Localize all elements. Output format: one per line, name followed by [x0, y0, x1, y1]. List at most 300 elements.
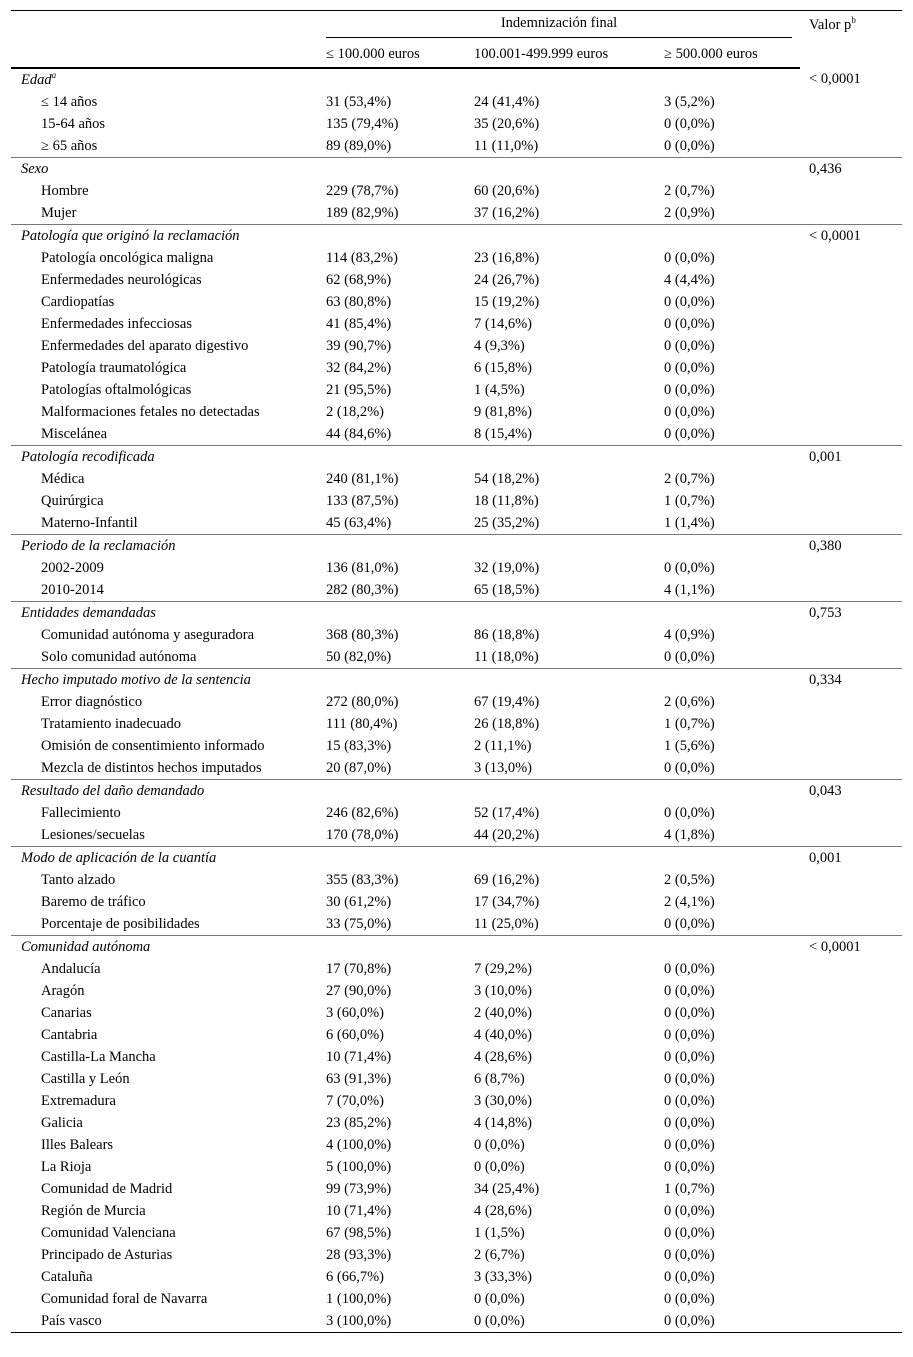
row-value-col1: 63 (91,3%) [326, 1070, 392, 1087]
table-row [11, 869, 902, 891]
table-header [11, 11, 902, 69]
section-label-cell [11, 669, 316, 692]
row-value-col3: 2 (4,1%) [664, 893, 715, 910]
section-pvalue: 0,001 [800, 847, 902, 870]
row-value-col3: 1 (0,7%) [664, 1180, 715, 1197]
table-container [11, 10, 902, 1333]
row-value-col2: 4 (9,3%) [474, 337, 525, 354]
row-value-col2: 2 (11,1%) [474, 737, 532, 754]
row-pvalue-empty [800, 1090, 902, 1112]
row-value-col3: 0 (0,0%) [664, 1114, 715, 1131]
row-value-col2: 3 (30,0%) [474, 1092, 532, 1109]
section-label: Entidades demandadas [21, 604, 156, 621]
row-value-col2: 37 (16,2%) [474, 204, 540, 221]
section-row [11, 225, 902, 248]
section-empty-cell [463, 68, 653, 91]
row-pvalue-empty [800, 113, 902, 135]
table-row [11, 202, 902, 225]
table-row [11, 468, 902, 490]
row-label: ≥ 65 años [41, 137, 98, 154]
row-value-col2: 4 (14,8%) [474, 1114, 532, 1131]
row-value-col3: 0 (0,0%) [664, 559, 715, 576]
row-pvalue-empty [800, 468, 902, 490]
row-value-col2: 0 (0,0%) [474, 1158, 525, 1175]
row-value-col1: 31 (53,4%) [326, 93, 392, 110]
row-label: Porcentaje de posibilidades [41, 915, 200, 932]
section-empty-cell [463, 446, 653, 469]
section-empty-cell [316, 158, 463, 181]
row-label: Cantabria [41, 1026, 98, 1043]
row-label: Andalucía [41, 960, 101, 977]
row-value-col3: 2 (0,9%) [664, 204, 715, 221]
section-label: Resultado del daño demandado [21, 782, 205, 799]
row-value-col2: 6 (15,8%) [474, 359, 532, 376]
row-pvalue-empty [800, 313, 902, 335]
row-value-col1: 229 (78,7%) [326, 182, 399, 199]
row-value-col1: 135 (79,4%) [326, 115, 399, 132]
section-pvalue: < 0,0001 [809, 71, 861, 87]
row-pvalue-empty [800, 401, 902, 423]
section-label: Periodo de la reclamación [21, 537, 176, 554]
row-value-col2: 52 (17,4%) [474, 804, 540, 821]
row-value-col3: 2 (0,5%) [664, 871, 715, 888]
row-value-col1: 45 (63,4%) [326, 514, 392, 531]
section-empty-cell [653, 669, 800, 692]
section-empty-cell [463, 936, 653, 959]
section-empty-cell [463, 669, 653, 692]
row-label: Cataluña [41, 1268, 93, 1285]
table-row [11, 135, 902, 158]
row-pvalue-empty [800, 1046, 902, 1068]
row-value-col2: 7 (14,6%) [474, 315, 532, 332]
row-value-col1: 3 (60,0%) [326, 1004, 384, 1021]
row-value-col1: 28 (93,3%) [326, 1246, 392, 1263]
row-value-col1: 368 (80,3%) [326, 626, 399, 643]
section-label-cell [11, 158, 316, 181]
section-empty-cell [316, 847, 463, 870]
row-label: Patología oncológica maligna [41, 249, 214, 266]
row-value-col2: 69 (16,2%) [474, 871, 540, 888]
section-empty-cell [316, 936, 463, 959]
table-row [11, 735, 902, 757]
row-pvalue-empty [800, 980, 902, 1002]
row-value-col2: 11 (18,0%) [474, 648, 539, 665]
row-pvalue-empty [800, 1178, 902, 1200]
row-label: Enfermedades del aparato digestivo [41, 337, 249, 354]
row-value-col3: 0 (0,0%) [664, 1092, 715, 1109]
row-value-col2: 18 (11,8%) [474, 492, 539, 509]
section-pvalue: 0,001 [800, 446, 902, 469]
row-value-col1: 272 (80,0%) [326, 693, 399, 710]
section-row [11, 446, 902, 469]
section-label: Modo de aplicación de la cuantía [21, 849, 217, 866]
section-empty-cell [653, 780, 800, 803]
row-value-col3: 0 (0,0%) [664, 137, 715, 154]
section-label-cell [11, 602, 316, 625]
row-label: Omisión de consentimiento informado [41, 737, 265, 754]
section-empty-cell [316, 535, 463, 558]
table-row [11, 291, 902, 313]
section-empty-cell [653, 158, 800, 181]
row-value-col2: 86 (18,8%) [474, 626, 540, 643]
row-value-col2: 3 (10,0%) [474, 982, 532, 999]
row-value-col2: 3 (33,3%) [474, 1268, 532, 1285]
section-label-cell [11, 535, 316, 558]
table-row [11, 1288, 902, 1310]
row-label: País vasco [11, 1310, 316, 1333]
row-label: Mezcla de distintos hechos imputados [41, 759, 262, 776]
section-label: Sexo [21, 160, 49, 177]
row-value-col3: 0 (0,0%) [664, 337, 715, 354]
section-pvalue: 0,043 [800, 780, 902, 803]
row-pvalue-empty [800, 291, 902, 313]
table-row [11, 1310, 902, 1333]
row-value-col2: 32 (19,0%) [474, 559, 540, 576]
section-row [11, 602, 902, 625]
row-value-col1: 27 (90,0%) [326, 982, 392, 999]
row-value-col1: 2 (18,2%) [326, 403, 384, 420]
row-value-col3: 0 (0,0%) [664, 1246, 715, 1263]
row-label: Médica [41, 470, 85, 487]
section-empty-cell [653, 535, 800, 558]
table-row [11, 1134, 902, 1156]
row-pvalue-empty [800, 624, 902, 646]
row-label: Galicia [41, 1114, 83, 1131]
row-label: Hombre [41, 182, 89, 199]
row-pvalue-empty [800, 357, 902, 379]
row-label: Principado de Asturias [41, 1246, 173, 1263]
row-label: 2002-2009 [41, 559, 104, 576]
row-pvalue-empty [800, 1266, 902, 1288]
table-row [11, 1002, 902, 1024]
section-empty-cell [316, 446, 463, 469]
row-value-col2: 26 (18,8%) [474, 715, 540, 732]
section-row [11, 936, 902, 959]
table-row [11, 1046, 902, 1068]
row-label: ≤ 14 años [41, 93, 98, 110]
row-value-col1: 63 (80,8%) [326, 293, 392, 310]
section-empty-cell [653, 225, 800, 248]
data-table [11, 10, 902, 1333]
row-value-col1: 67 (98,5%) [326, 1224, 392, 1241]
row-pvalue-empty [800, 646, 902, 669]
row-value-col2: 1 (1,5%) [474, 1224, 525, 1241]
table-row [11, 113, 902, 135]
row-value-col3: 0 (0,0%) [664, 1004, 715, 1021]
section-label: Patología recodificada [21, 448, 155, 465]
row-value-col1: 21 (95,5%) [326, 381, 392, 398]
row-label: Fallecimiento [41, 804, 121, 821]
row-value-col2: 7 (29,2%) [474, 960, 532, 977]
row-value-col3: 1 (0,7%) [664, 715, 715, 732]
pvalue-header-footnote: b [851, 15, 856, 26]
row-label: Miscelánea [41, 425, 108, 442]
row-value-col2: 3 (13,0%) [474, 759, 532, 776]
row-value-col2: 24 (26,7%) [474, 271, 540, 288]
row-label: Lesiones/secuelas [41, 826, 145, 843]
row-value-col1: 282 (80,3%) [326, 581, 399, 598]
row-value-col3: 4 (1,8%) [664, 826, 715, 843]
row-value-col1: 50 (82,0%) [326, 648, 392, 665]
section-empty-cell [463, 847, 653, 870]
row-label: Comunidad Valenciana [41, 1224, 176, 1241]
section-empty-cell [316, 780, 463, 803]
row-value-col2: 4 (28,6%) [474, 1048, 532, 1065]
row-pvalue-empty [800, 1134, 902, 1156]
row-value-col2: 15 (19,2%) [474, 293, 540, 310]
row-label: Comunidad foral de Navarra [41, 1290, 208, 1307]
row-value-col3: 0 (0,0%) [664, 1158, 715, 1175]
section-row [11, 68, 902, 91]
section-label-cell [11, 446, 316, 469]
row-value-col3: 1 (5,6%) [664, 737, 715, 754]
table-row [11, 401, 902, 423]
row-value-col1: 20 (87,0%) [326, 759, 392, 776]
row-value-col3: 0 (0,0%) [664, 1224, 715, 1241]
section-label-cell [11, 780, 316, 803]
section-label: Edad [21, 71, 52, 88]
section-empty-cell [316, 225, 463, 248]
row-label: Tanto alzado [41, 871, 116, 888]
row-value-col1: 189 (82,9%) [326, 204, 399, 221]
row-value-col1: 17 (70,8%) [326, 960, 392, 977]
section-pvalue: < 0,0001 [800, 936, 902, 959]
row-value-col1: 33 (75,0%) [326, 915, 392, 932]
table-row [11, 980, 902, 1002]
row-value-col3: 0 (0,0%) [664, 804, 715, 821]
row-value-col2: 9 (81,8%) [474, 403, 532, 420]
row-label: Enfermedades infecciosas [41, 315, 192, 332]
row-value-col2: 6 (8,7%) [474, 1070, 525, 1087]
row-pvalue-empty [800, 91, 902, 113]
section-empty-cell [463, 780, 653, 803]
table-row [11, 335, 902, 357]
table-row [11, 1266, 902, 1288]
row-value-col3: 2 (0,7%) [664, 470, 715, 487]
row-value-col2: 4 (28,6%) [474, 1202, 532, 1219]
section-pvalue: 0,334 [800, 669, 902, 692]
row-value-col3: 0 (0,0%) [664, 403, 715, 420]
row-pvalue-empty [800, 1310, 902, 1333]
header-empty-cell [11, 41, 316, 68]
row-pvalue-empty [800, 891, 902, 913]
row-value-col3: 0 (0,0%) [664, 960, 715, 977]
row-value-col2: 25 (35,2%) [474, 514, 540, 531]
row-label: Malformaciones fetales no detectadas [41, 403, 260, 420]
row-value-col1: 89 (89,0%) [326, 137, 392, 154]
row-pvalue-empty [800, 1288, 902, 1310]
table-row [11, 1200, 902, 1222]
row-value-col3: 0 (0,0%) [664, 1202, 715, 1219]
row-pvalue-empty [800, 1112, 902, 1134]
col3-header: ≥ 500.000 euros [653, 41, 800, 68]
row-label: Mujer [41, 204, 77, 221]
section-empty-cell [653, 446, 800, 469]
row-label: Baremo de tráfico [41, 893, 146, 910]
section-empty-cell [316, 602, 463, 625]
table-row [11, 1244, 902, 1266]
row-value-col3: 4 (4,4%) [664, 271, 715, 288]
row-value-col3: 0 (0,0%) [664, 425, 715, 442]
row-pvalue-empty [800, 1200, 902, 1222]
row-pvalue-empty [800, 335, 902, 357]
row-value-col1: 30 (61,2%) [326, 893, 392, 910]
section-label: Patología que originó la reclamación [21, 227, 240, 244]
pvalue-header [800, 11, 902, 69]
table-row [11, 313, 902, 335]
row-label: Región de Murcia [41, 1202, 146, 1219]
row-label: Materno-Infantil [41, 514, 138, 531]
row-pvalue-empty [800, 423, 902, 446]
table-row [11, 269, 902, 291]
header-empty-cell [11, 11, 316, 42]
row-label: Comunidad de Madrid [41, 1180, 173, 1197]
row-value-col1: 10 (71,4%) [326, 1048, 392, 1065]
row-label: Solo comunidad autónoma [41, 648, 197, 665]
section-label-cell [11, 225, 316, 248]
row-value-col1: 240 (81,1%) [326, 470, 399, 487]
section-empty-cell [653, 602, 800, 625]
table-row [11, 913, 902, 936]
group-header-label: Indemnización final [326, 15, 792, 38]
row-pvalue-empty [800, 269, 902, 291]
row-value-col1: 32 (84,2%) [326, 359, 392, 376]
section-row [11, 780, 902, 803]
row-value-col1: 3 (100,0%) [316, 1310, 463, 1333]
row-label: Patología traumatológica [41, 359, 187, 376]
row-value-col1: 10 (71,4%) [326, 1202, 392, 1219]
table-row [11, 379, 902, 401]
table-row [11, 958, 902, 980]
row-label: 15-64 años [41, 115, 106, 132]
row-value-col3: 2 (0,6%) [664, 693, 715, 710]
table-row [11, 557, 902, 579]
table-row [11, 691, 902, 713]
row-value-col3: 0 (0,0%) [664, 759, 715, 776]
row-value-col1: 4 (100,0%) [326, 1136, 392, 1153]
row-value-col1: 170 (78,0%) [326, 826, 399, 843]
row-pvalue-empty [800, 1068, 902, 1090]
row-pvalue-empty [800, 1024, 902, 1046]
row-pvalue-empty [800, 691, 902, 713]
row-label: Aragón [41, 982, 85, 999]
section-pvalue: 0,753 [800, 602, 902, 625]
row-value-col3: 0 (0,0%) [664, 359, 715, 376]
row-value-col3: 4 (0,9%) [664, 626, 715, 643]
row-value-col3: 0 (0,0%) [664, 249, 715, 266]
section-pvalue: 0,436 [800, 158, 902, 181]
section-label: Hecho imputado motivo de la sentencia [21, 671, 251, 688]
row-label: Castilla-La Mancha [41, 1048, 156, 1065]
row-value-col1: 133 (87,5%) [326, 492, 399, 509]
section-label-cell [11, 68, 316, 91]
row-pvalue-empty [800, 202, 902, 225]
section-row [11, 847, 902, 870]
row-value-col2: 44 (20,2%) [474, 826, 540, 843]
row-pvalue-empty [800, 824, 902, 847]
row-pvalue-empty [800, 579, 902, 602]
row-value-col3: 0 (0,0%) [664, 1026, 715, 1043]
table-row [11, 423, 902, 446]
row-value-col2: 2 (40,0%) [474, 1004, 532, 1021]
row-value-col2: 4 (40,0%) [474, 1026, 532, 1043]
row-value-col1: 41 (85,4%) [326, 315, 392, 332]
row-value-col1: 1 (100,0%) [326, 1290, 392, 1307]
row-value-col3: 0 (0,0%) [664, 381, 715, 398]
row-value-col3: 0 (0,0%) [653, 1310, 800, 1333]
row-value-col2: 24 (41,4%) [474, 93, 540, 110]
row-value-col1: 15 (83,3%) [326, 737, 392, 754]
table-row [11, 579, 902, 602]
row-value-col1: 99 (73,9%) [326, 1180, 392, 1197]
row-value-col2: 1 (4,5%) [474, 381, 525, 398]
table-row [11, 624, 902, 646]
section-empty-cell [653, 68, 800, 91]
row-label: Illes Balears [41, 1136, 114, 1153]
section-label-cell [11, 847, 316, 870]
row-pvalue-empty [800, 1002, 902, 1024]
row-label: Tratamiento inadecuado [41, 715, 181, 732]
table-row [11, 891, 902, 913]
row-value-col2: 0 (0,0%) [474, 1136, 525, 1153]
row-pvalue-empty [800, 490, 902, 512]
row-pvalue-empty [800, 1156, 902, 1178]
row-value-col2: 34 (25,4%) [474, 1180, 540, 1197]
table-row [11, 713, 902, 735]
table-row [11, 1024, 902, 1046]
row-pvalue-empty [800, 247, 902, 269]
section-label-footnote: a [51, 69, 57, 80]
row-label: Canarias [41, 1004, 92, 1021]
row-pvalue-empty [800, 735, 902, 757]
row-value-col3: 0 (0,0%) [664, 115, 715, 132]
row-label: 2010-2014 [41, 581, 104, 598]
row-value-col3: 1 (0,7%) [664, 492, 715, 509]
row-value-col1: 136 (81,0%) [326, 559, 399, 576]
table-row [11, 1112, 902, 1134]
section-empty-cell [653, 936, 800, 959]
row-value-col3: 0 (0,0%) [664, 315, 715, 332]
row-pvalue-empty [800, 958, 902, 980]
section-empty-cell [463, 535, 653, 558]
row-value-col1: 6 (66,7%) [326, 1268, 384, 1285]
section-row [11, 535, 902, 558]
row-label: Quirúrgica [41, 492, 104, 509]
section-pvalue: 0,380 [800, 535, 902, 558]
row-pvalue-empty [800, 802, 902, 824]
table-row [11, 1222, 902, 1244]
row-value-col3: 3 (5,2%) [664, 93, 715, 110]
row-label: La Rioja [41, 1158, 92, 1175]
row-value-col2: 65 (18,5%) [474, 581, 540, 598]
row-pvalue-empty [800, 869, 902, 891]
table-row [11, 757, 902, 780]
row-value-col3: 0 (0,0%) [664, 1136, 715, 1153]
row-value-col3: 1 (1,4%) [664, 514, 715, 531]
section-empty-cell [463, 602, 653, 625]
table-row [11, 247, 902, 269]
table-row [11, 824, 902, 847]
section-label: Comunidad autónoma [21, 938, 151, 955]
row-pvalue-empty [800, 1244, 902, 1266]
row-value-col1: 246 (82,6%) [326, 804, 399, 821]
table-row [11, 512, 902, 535]
row-value-col3: 2 (0,7%) [664, 182, 715, 199]
table-row [11, 1068, 902, 1090]
row-value-col1: 5 (100,0%) [326, 1158, 392, 1175]
table-row [11, 357, 902, 379]
row-value-col3: 0 (0,0%) [664, 1048, 715, 1065]
